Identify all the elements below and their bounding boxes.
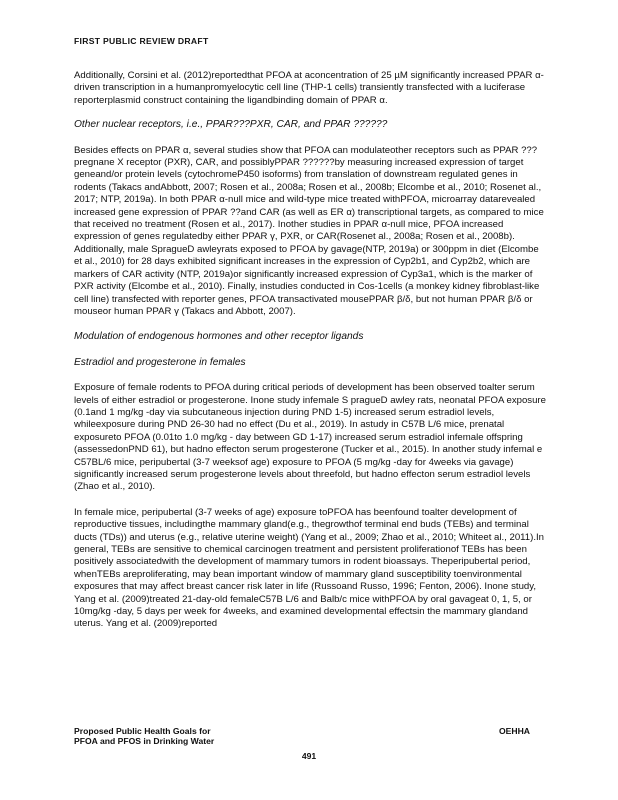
page-number: 491 bbox=[301, 751, 317, 761]
document-body bbox=[74, 70, 546, 644]
paragraph-mammary-development: In female mice, peripubertal (3-7 weeks of age) exposure toPFOA has beenfound toalter development of reproductive tissues, includingthe mammary gland(e.g., thegrowthof terminal end buds (TEBs) and terminal ducts (TDs)) and uterus (e.g., relative uterine weight) (Yang et al., 2009; Zhao et al., 2010; Whiteet al., 2011).In general, TEBs are sensitive to chemical carcinogen treatment and persistent proliferationof TEBs has been positively associatedwith the development of mammary tumors in rodent bioassays. Theperipubertal period, whenTEBs areproliferating, may bean important window of mammary gland susceptibility toenvironmental exposures that may affect breast cancer risk later in life (Russoand Russo, 1996; Fenton, 2006). Inone study, Yang et al. (2009)treated 21-day-old femaleC57B L/6 and Balb/c mice withPFOA by oral gavageat 0, 1, 5, or 10mg/kg -day, 5 days per week for 4weeks, and examined developmental effectsin the mammary glandand uterus. Yang et al. (2009)reported bbox=[74, 506, 544, 630]
paragraph-estradiol-progesterone: Exposure of female rodents to PFOA during critical periods of development has been observed toalter serum levels of either estradiol or progesterone. Inone study infemale S pragueD awley rats, neonatal PFOA exposure (0.1and 1 mg/kg -day via subcutaneous injection during PND 1-5) increased serum estradiol levels, whileexposure during PND 26-30 had no effect (Du et al., 2019). In astudy in C57B L/6 mice, prenatal exposureto PFOA (0.01to 1.0 mg/kg - day between GD 1-17) increased serum estradiol infemale offspring (assessedonPND 61), but hadno effecton serum progesterone (Tucker et al., 2015). In another study infemal e C57BL/6 mice, peripubertal (3-7 weeksof age) exposure to PFOA (5 mg/kg -day for 4weeks via gavage) significantly increased serum progesterone levels about threefold, but hadno effecton serum estradiol levels (Zhao et al., 2010). bbox=[74, 382, 546, 493]
heading-estradiol-progesterone: Estradiol and progesterone in females bbox=[74, 356, 246, 368]
paragraph-corsini: Additionally, Corsini et al. (2012)reportedthat PFOA at aconcentration of 25 µM significantly increased PPAR α-driven transcription in a humanpromyelocytic cell line (THP-1 cells) transiently transfected with a luciferase reporterplasmid construct containing the ligandbinding domain of PPAR α. bbox=[74, 70, 544, 106]
draft-header: FIRST PUBLIC REVIEW DRAFT bbox=[74, 36, 209, 46]
page-footer bbox=[74, 726, 544, 746]
footer-title-line2: PFOA and PFOS in Drinking Water bbox=[74, 736, 215, 746]
heading-endogenous-hormones: Modulation of endogenous hormones and other receptor ligands bbox=[74, 331, 364, 343]
heading-other-nuclear-receptors: Other nuclear receptors, i.e., PPAR???PXR, CAR, and PPAR ?????? bbox=[74, 119, 388, 131]
paragraph-nuclear-receptors: Besides effects on PPAR α, several studies show that PFOA can modulateother receptors such as PPAR ???pregnane X receptor (PXR), CAR, and possiblyPPAR ??????by measuring increased expression of target geneand/or protein levels (cytochromeP450 isoforms) from translation of downstream regulated genes in rodents (Takacs andAbbott, 2007; Rosen et al., 2008a; Rosen et al., 2008b; Elcombe et al., 2010; Rosenet al., 2017; NTP, 2019a). In both PPAR α-null mice and wild-type mice treated withPFOA, microarray datarevealed increased gene expression of PPAR ??and CAR (as well as ER α) transcriptional targets, as compared to mice that received no treatment (Rosen et al., 2017). Inother studies in PPAR α-null mice, PFOA increased expression of genes regulatedby either PPAR γ, PXR, or CAR(Rosenet al., 2008a; Rosen et al., 2008b). Additionally, male SpragueD awleyrats exposed to PFOA by gavage(NTP, 2019a) or 300ppm in diet (Elcombe et al., 2010) for 28 days exhibited significant increases in the expression of Cyp2b1, and Cyp2b2, which are markers of CAR activity (NTP, 2019a)or significantly increased expression of Cyp3a1, which is the marker of PXR activity (Elcombe et al., 2010). Finally, instudies conducted in Cos-1cells (a monkey kidney fibroblast-like cell line) transfected with reporter genes, PFOA transactivated mousePPAR β/δ, but not human PPAR β/δ or mouseor human PPAR γ (Takacs and Abbott, 2007). bbox=[74, 144, 544, 317]
footer-org: OEHHA bbox=[498, 726, 530, 736]
footer-title-line1: Proposed Public Health Goals for bbox=[74, 726, 211, 736]
